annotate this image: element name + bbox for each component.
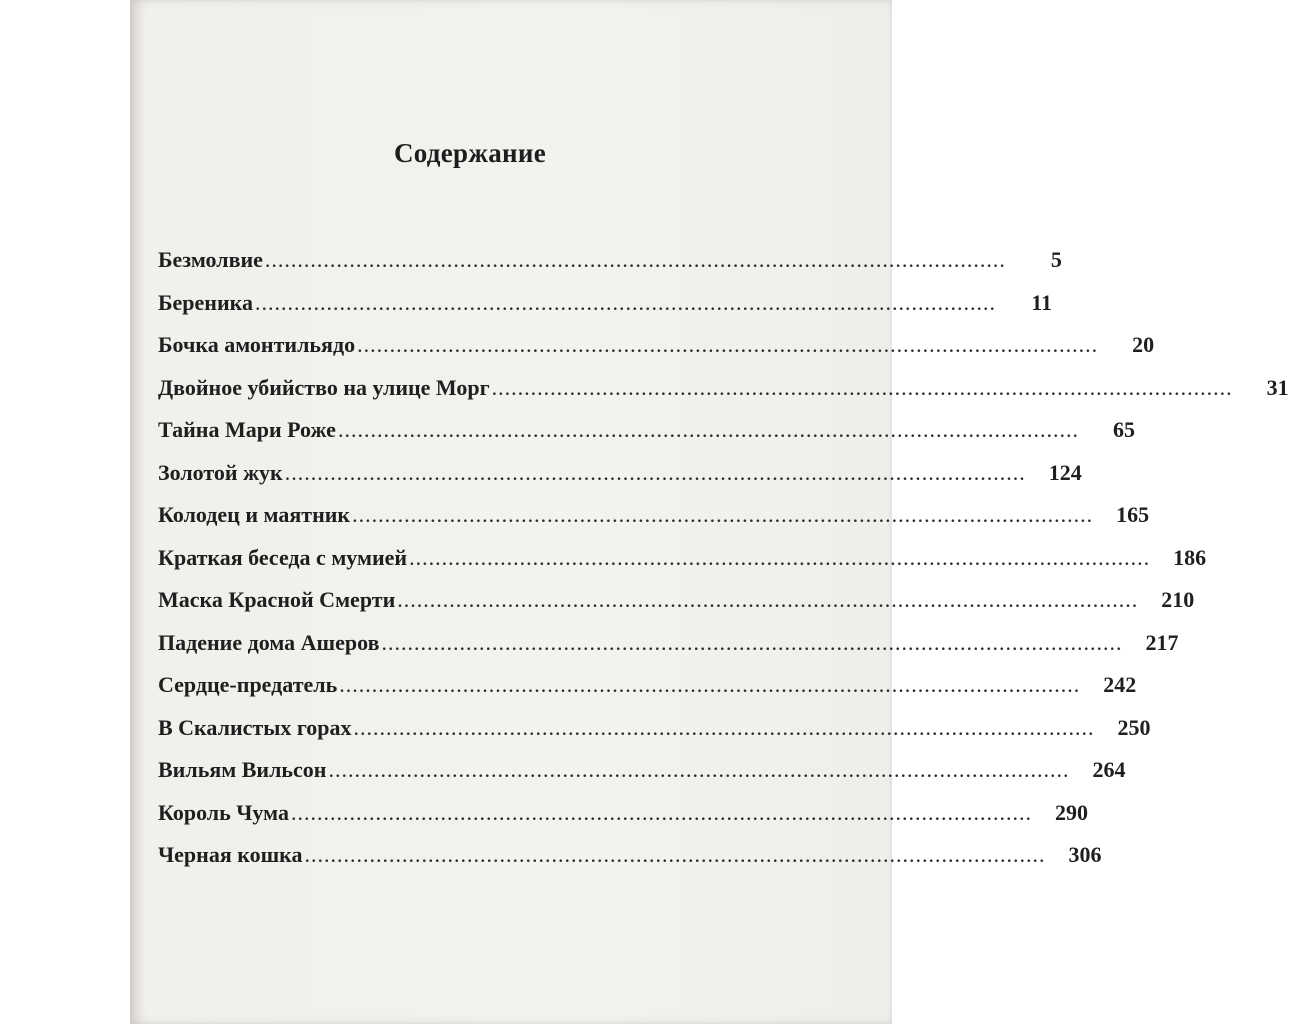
dot-leader: .................................................................................................................. bbox=[337, 417, 1079, 442]
toc-entry-page: 124 bbox=[1048, 459, 1082, 485]
toc-entry bbox=[158, 289, 1053, 333]
dot-leader: .................................................................................................................. bbox=[339, 672, 1081, 697]
toc-entry-page: 306 bbox=[1068, 842, 1102, 867]
toc-entry-page: 20 bbox=[1132, 332, 1155, 357]
toc-entry bbox=[158, 544, 1207, 588]
toc-entry-title: Краткая беседа с мумией bbox=[158, 544, 408, 570]
toc-entry-title: Колодец и маятник bbox=[158, 502, 351, 527]
toc-entry-page: 290 bbox=[1054, 799, 1088, 825]
toc-entry bbox=[158, 374, 1289, 418]
dot-leader: .................................................................................................................. bbox=[284, 459, 1026, 485]
toc-entry bbox=[158, 714, 1151, 758]
toc-entry-title: Золотой жук bbox=[158, 459, 283, 485]
toc-entry-title: Двойное убийство на улице Морг bbox=[158, 374, 490, 400]
toc-entry-title: Вильям Вильсон bbox=[158, 757, 327, 782]
toc-entry bbox=[158, 629, 1179, 673]
toc-entry-page: 165 bbox=[1116, 502, 1150, 527]
toc-entry bbox=[158, 672, 1137, 715]
toc-entry-title: Безмолвие bbox=[158, 247, 263, 272]
toc-entry-page: 242 bbox=[1103, 672, 1137, 697]
dot-leader: .................................................................................................................. bbox=[491, 374, 1233, 400]
toc-entry-title: Тайна Мари Роже bbox=[158, 417, 336, 442]
toc-entry bbox=[158, 417, 1135, 460]
dot-leader: .................................................................................................................. bbox=[409, 544, 1151, 570]
toc-entry-title: В Скалистых горах bbox=[158, 714, 352, 740]
toc-entry-title: Сердце-предатель bbox=[158, 672, 338, 697]
toc-entry bbox=[158, 502, 1150, 545]
toc-entry bbox=[158, 842, 1102, 885]
toc-entry-title: Береника bbox=[158, 289, 254, 315]
toc-entry-page: 264 bbox=[1092, 757, 1126, 782]
toc-entry-page: 217 bbox=[1145, 629, 1179, 655]
toc-entry bbox=[158, 587, 1195, 630]
toc-entry bbox=[158, 799, 1088, 843]
toc-entry-page: 186 bbox=[1173, 544, 1207, 570]
toc-entry-page: 11 bbox=[1031, 289, 1053, 315]
contents-heading: Содержание bbox=[393, 138, 547, 168]
toc-entry bbox=[158, 459, 1082, 503]
toc-entry-title: Король Чума bbox=[158, 799, 289, 825]
toc-entry bbox=[158, 757, 1126, 800]
dot-leader: .................................................................................................................. bbox=[290, 799, 1032, 825]
toc-entry-page: 31 bbox=[1266, 374, 1289, 400]
dot-leader: .................................................................................................................. bbox=[304, 842, 1046, 867]
toc-entry-page: 250 bbox=[1117, 714, 1151, 740]
toc-entry-title: Черная кошка bbox=[158, 842, 303, 867]
table-of-contents bbox=[158, 247, 1289, 885]
dot-leader: .................................................................................................................. bbox=[328, 757, 1070, 782]
toc-entry-title: Бочка амонтильядо bbox=[158, 332, 356, 357]
dot-leader: .................................................................................................................. bbox=[352, 502, 1094, 527]
dot-leader: .................................................................................................................. bbox=[255, 289, 997, 315]
dot-leader: .................................................................................................................. bbox=[264, 247, 1006, 272]
toc-entry-page: 210 bbox=[1161, 587, 1195, 612]
toc-entry-title: Маска Красной Смерти bbox=[158, 587, 396, 612]
toc-entry bbox=[158, 332, 1155, 375]
toc-entry-page: 5 bbox=[1050, 247, 1062, 272]
toc-entry-page: 65 bbox=[1112, 417, 1135, 442]
dot-leader: .................................................................................................................. bbox=[357, 332, 1099, 357]
toc-entry bbox=[158, 247, 1062, 290]
dot-leader: .................................................................................................................. bbox=[353, 714, 1095, 740]
dot-leader: .................................................................................................................. bbox=[397, 587, 1139, 612]
dot-leader: .................................................................................................................. bbox=[381, 629, 1123, 655]
toc-entry-title: Падение дома Ашеров bbox=[158, 629, 380, 655]
